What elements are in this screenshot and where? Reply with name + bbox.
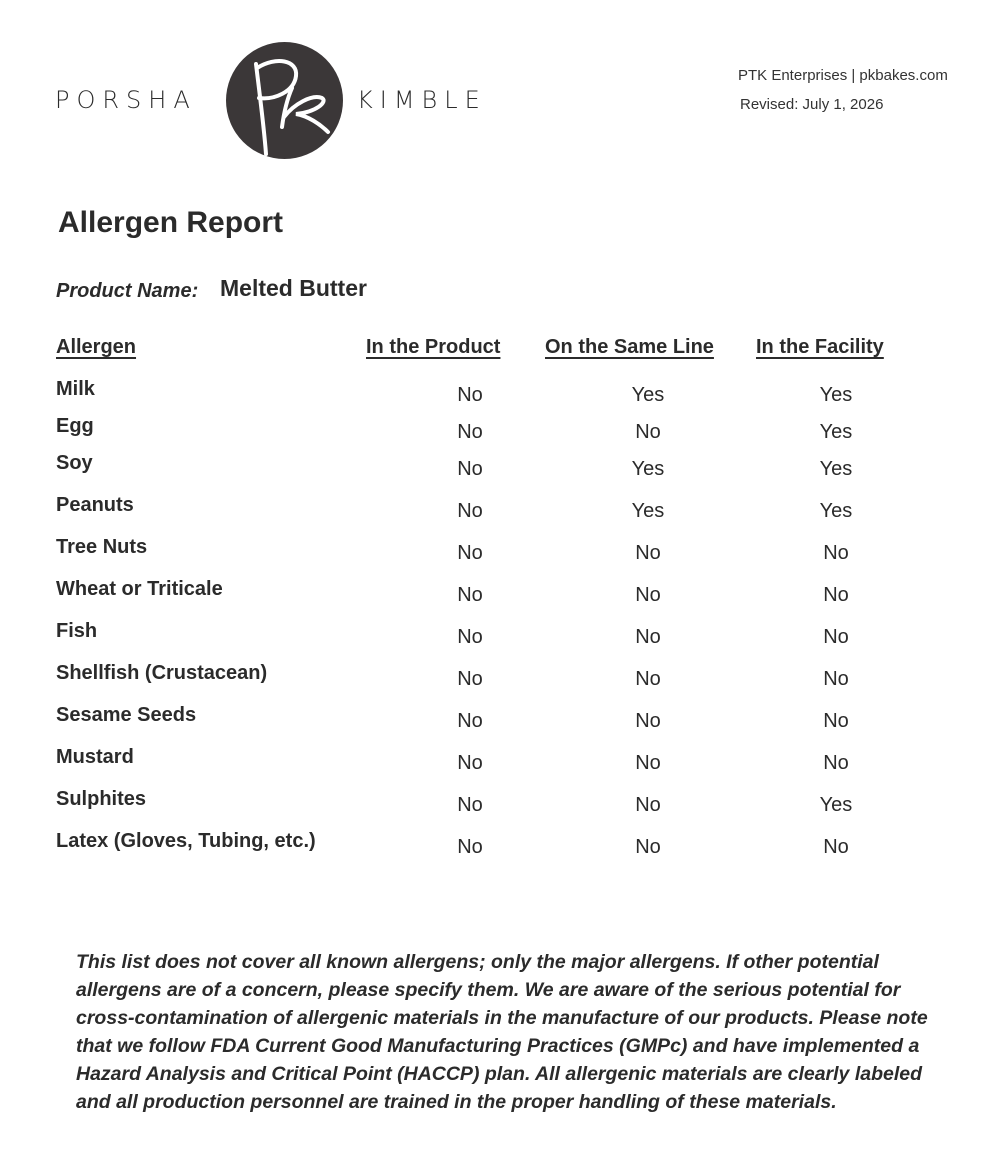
table-row [0,574,990,616]
product-name-label: Product Name: [56,280,199,302]
table-row [0,448,990,490]
same-line-value: No [635,752,661,774]
logo-monogram [226,42,343,159]
in-facility-value: Yes [819,794,853,816]
same-line-value: No [635,836,661,858]
in-product-value: No [457,626,483,648]
in-product-value: No [457,542,483,564]
table-row [0,784,990,826]
same-line-value: No [635,794,661,816]
table-row [0,532,990,574]
in-product-value: No [457,752,483,774]
in-product-value: No [457,384,483,406]
in-product-value: No [457,710,483,732]
allergen-name: Fish [56,620,98,642]
allergen-table [0,374,990,868]
in-product-value: No [457,421,483,443]
allergen-name: Soy [56,452,93,474]
table-row [0,700,990,742]
table-row [0,826,990,868]
in-facility-value: Yes [819,384,853,406]
allergen-name: Sulphites [56,788,147,810]
table-row [0,742,990,784]
same-line-value: No [635,542,661,564]
table-row [0,490,990,532]
allergen-name: Egg [56,415,94,437]
same-line-value: No [635,626,661,648]
in-facility-value: No [823,836,849,858]
same-line-value: Yes [631,500,665,522]
table-row [0,411,990,448]
in-product-value: No [457,794,483,816]
in-facility-value: Yes [819,421,853,443]
company-info: PTK Enterprises | pkbakes.com [738,67,948,84]
allergen-name: Wheat or Triticale [56,578,223,600]
in-facility-value: Yes [819,500,853,522]
same-line-value: Yes [631,384,665,406]
column-header-allergen: Allergen [56,336,137,358]
in-product-value: No [457,668,483,690]
table-row [0,616,990,658]
product-name-value: Melted Butter [220,275,367,301]
in-facility-value: No [823,626,849,648]
column-header-in-product: In the Product [366,336,501,358]
allergen-name: Tree Nuts [56,536,148,558]
allergen-name: Peanuts [56,494,134,516]
in-product-value: No [457,584,483,606]
same-line-value: No [635,668,661,690]
in-facility-value: Yes [819,458,853,480]
in-facility-value: No [823,584,849,606]
allergen-name: Latex (Gloves, Tubing, etc.) [56,830,316,852]
disclaimer-text: This list does not cover all known allergens; only the major allergens. If other potential allergens are of a concern, please specify them. We are aware of the serious potential for cross-contamination of allergenic materials in the manufacture of our products. Please note that we follow FDA Current Good Manufacturing Practices (GMPc) and have implemented a Hazard Analysis and Critical Point (HACCP) plan. All allergenic materials are clearly labeled and all production personnel are trained in the proper handling of these materials. [76,951,928,1113]
page-title: Allergen Report [58,206,284,239]
same-line-value: No [635,710,661,732]
same-line-value: No [635,421,661,443]
logo-text-kimble: KIMBLE [357,86,487,114]
in-facility-value: No [823,542,849,564]
in-facility-value: No [823,752,849,774]
column-header-same-line: On the Same Line [545,336,714,358]
allergen-name: Shellfish (Crustacean) [56,662,268,684]
in-product-value: No [457,836,483,858]
revised-date: Revised: July 1, 2026 [740,96,884,113]
logo-text-porsha: PORSHA [55,86,197,114]
in-facility-value: No [823,668,849,690]
in-product-value: No [457,458,483,480]
allergen-name: Sesame Seeds [56,704,197,726]
allergen-name: Mustard [56,746,134,768]
table-row [0,658,990,700]
table-row [0,374,990,411]
pk-monogram-icon [226,42,343,159]
in-facility-value: No [823,710,849,732]
same-line-value: Yes [631,458,665,480]
column-header-in-facility: In the Facility [756,336,884,358]
same-line-value: No [635,584,661,606]
in-product-value: No [457,500,483,522]
allergen-name: Milk [56,378,95,400]
